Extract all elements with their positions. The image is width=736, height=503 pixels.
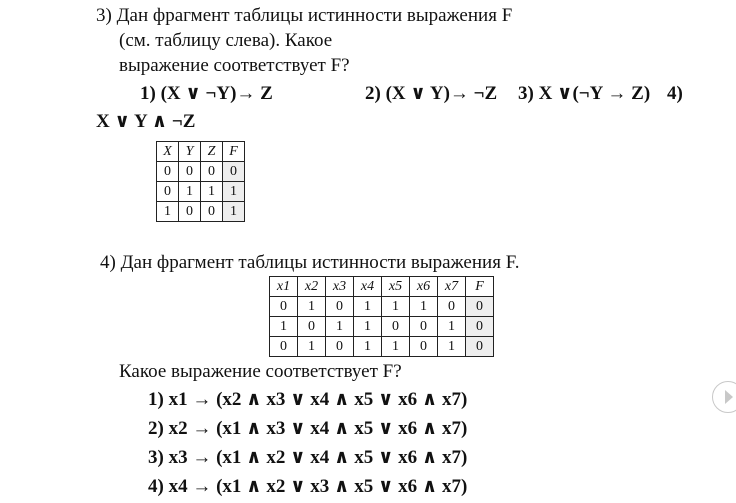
q3-option-3: 3) X ∨(¬Y → Z) <box>518 83 651 104</box>
header-cell: x5 <box>382 277 410 297</box>
header-cell: x6 <box>410 277 438 297</box>
header-cell: F <box>466 277 494 297</box>
table-cell: 1 <box>438 317 466 337</box>
table-cell: 0 <box>466 337 494 357</box>
table-cell: 0 <box>326 297 354 317</box>
header-cell: X <box>157 142 179 162</box>
header-cell: x2 <box>298 277 326 297</box>
table-row <box>157 182 245 202</box>
table-cell: 0 <box>298 317 326 337</box>
table-cell: 0 <box>466 317 494 337</box>
q3-option-4-expression: X ∨ Y ∧ ¬Z <box>96 111 196 132</box>
table-cell: 0 <box>270 297 298 317</box>
q4-option-4: 4) x4 → (x1 ∧ x2 ∨ x3 ∧ x5 ∨ x6 ∧ x7) <box>148 476 468 497</box>
table-cell: 1 <box>354 337 382 357</box>
table-cell: 0 <box>201 202 223 222</box>
table-cell: 1 <box>223 182 245 202</box>
q3-option-1: 1) (X ∨ ¬Y)→ Z <box>140 83 273 104</box>
header-cell: F <box>223 142 245 162</box>
q3-line3: выражение соответствует F? <box>119 55 350 76</box>
table-row <box>157 162 245 182</box>
q4-option-2: 2) x2 → (x1 ∧ x3 ∨ x4 ∧ x5 ∨ x6 ∧ x7) <box>148 418 468 439</box>
table-cell: 0 <box>326 337 354 357</box>
table-cell: 0 <box>270 337 298 357</box>
header-cell: Y <box>179 142 201 162</box>
table-header-row <box>157 142 245 162</box>
table-cell: 1 <box>438 337 466 357</box>
q3-line2: (см. таблицу слева). Какое <box>119 30 333 51</box>
table-cell: 0 <box>157 182 179 202</box>
header-cell: x3 <box>326 277 354 297</box>
header-cell: Z <box>201 142 223 162</box>
table-cell: 1 <box>270 317 298 337</box>
table-cell: 1 <box>326 317 354 337</box>
table-row <box>270 337 494 357</box>
q4-intro: 4) Дан фрагмент таблицы истинности выражения F. <box>100 252 520 273</box>
table-row <box>270 317 494 337</box>
table-cell: 0 <box>410 337 438 357</box>
q4-option-1: 1) x1 → (x2 ∧ x3 ∨ x4 ∧ x5 ∨ x6 ∧ x7) <box>148 389 468 410</box>
header-cell: x4 <box>354 277 382 297</box>
table-cell: 1 <box>354 297 382 317</box>
q3-line1: 3) Дан фрагмент таблицы истинности выражения F <box>96 5 513 26</box>
table-cell: 1 <box>298 337 326 357</box>
table-cell: 0 <box>223 162 245 182</box>
table-cell: 1 <box>223 202 245 222</box>
table-cell: 0 <box>382 317 410 337</box>
q3-option-2: 2) (X ∨ Y)→ ¬Z <box>365 83 498 104</box>
table-row <box>270 297 494 317</box>
table-cell: 0 <box>438 297 466 317</box>
table-cell: 0 <box>179 202 201 222</box>
q3-option-4-number: 4) <box>667 83 683 104</box>
table-cell: 0 <box>201 162 223 182</box>
table-cell: 1 <box>298 297 326 317</box>
table-cell: 0 <box>179 162 201 182</box>
table-cell: 1 <box>354 317 382 337</box>
header-cell: x7 <box>438 277 466 297</box>
table-cell: 1 <box>410 297 438 317</box>
table-cell: 0 <box>466 297 494 317</box>
table-row <box>157 202 245 222</box>
next-page-button[interactable] <box>712 381 736 413</box>
table-cell: 1 <box>179 182 201 202</box>
table-cell: 1 <box>382 337 410 357</box>
q4-option-3: 3) x3 → (x1 ∧ x2 ∨ x4 ∧ x5 ∨ x6 ∧ x7) <box>148 447 468 468</box>
q4-question: Какое выражение соответствует F? <box>119 361 402 382</box>
header-cell: x1 <box>270 277 298 297</box>
table-cell: 1 <box>157 202 179 222</box>
chevron-right-icon <box>721 389 736 405</box>
table-cell: 0 <box>157 162 179 182</box>
table-header-row <box>270 277 494 297</box>
table-cell: 0 <box>410 317 438 337</box>
table-cell: 1 <box>382 297 410 317</box>
q4-truth-table <box>269 276 494 357</box>
q3-truth-table <box>156 141 245 222</box>
table-cell: 1 <box>201 182 223 202</box>
